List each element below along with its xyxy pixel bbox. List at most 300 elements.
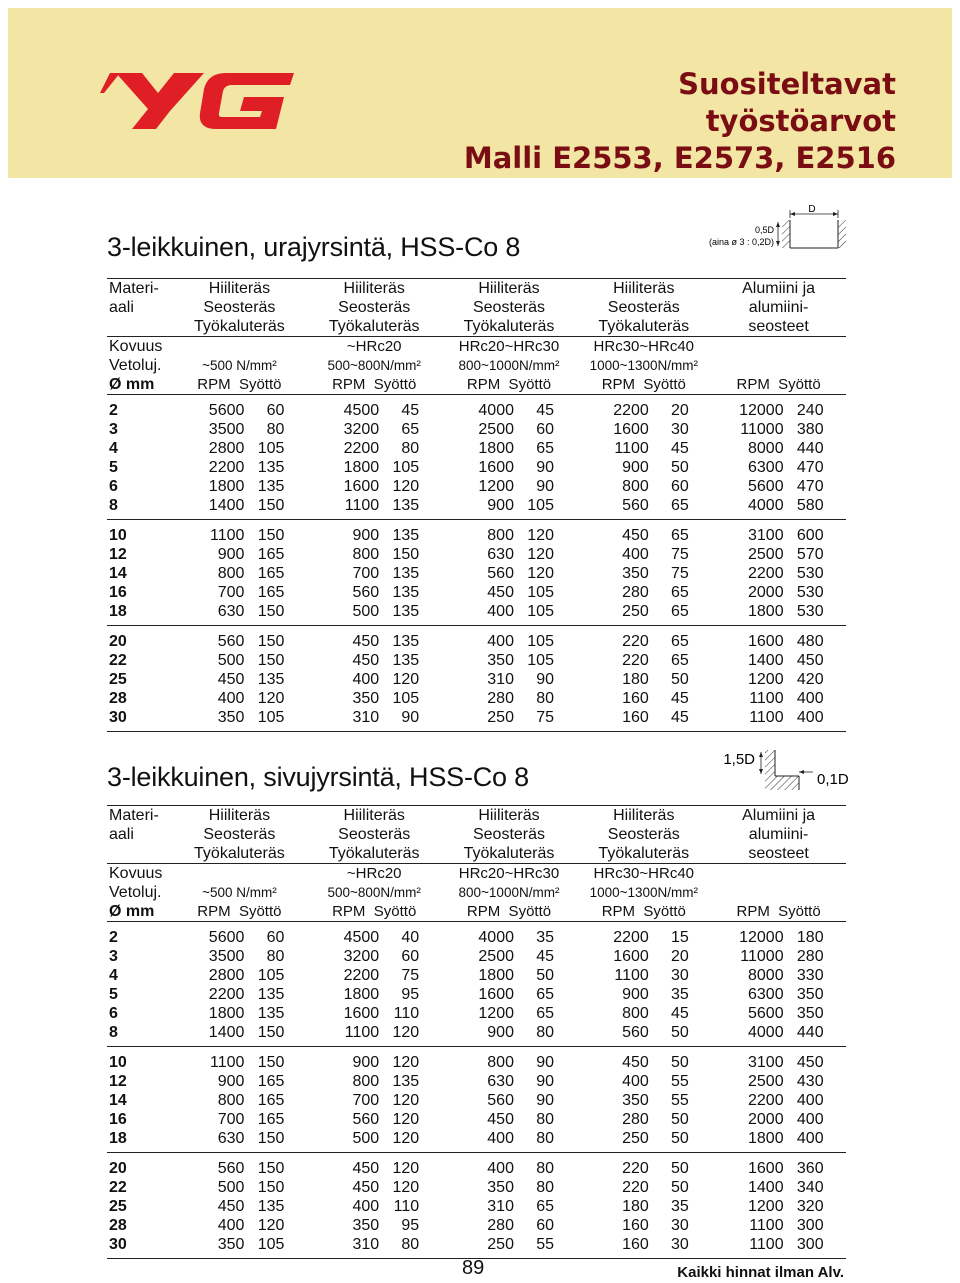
rpm-value: 2200 bbox=[208, 459, 245, 476]
material-name: Hiiliteräs bbox=[478, 807, 540, 824]
material-name: Seosteräs bbox=[472, 826, 546, 843]
value-cell bbox=[442, 1216, 577, 1235]
value-cell bbox=[711, 1110, 846, 1129]
feed-value: 20 bbox=[670, 948, 689, 965]
table-row bbox=[107, 1072, 846, 1091]
diameter-cell: 8 bbox=[107, 496, 172, 520]
hardness-cell bbox=[307, 337, 442, 395]
rpm-value: 450 bbox=[352, 633, 380, 650]
rpm-value: 800 bbox=[622, 1005, 649, 1022]
value-cell bbox=[307, 602, 442, 626]
material-name: Työkaluteräs bbox=[328, 845, 420, 862]
hardness-label-line: Ø mm bbox=[109, 903, 155, 920]
rpm-value: 1100 bbox=[749, 709, 784, 726]
diameter-cell: 2 bbox=[109, 402, 118, 419]
value-cell bbox=[576, 564, 711, 583]
value-cell bbox=[576, 1197, 711, 1216]
rpm-value: 3500 bbox=[208, 948, 245, 965]
rpm-value: 630 bbox=[487, 546, 514, 563]
material-name: Työkaluteräs bbox=[463, 318, 555, 335]
material-label bbox=[107, 806, 172, 864]
rpm-value: 1600 bbox=[343, 1005, 380, 1022]
material-name: Seosteräs bbox=[338, 299, 411, 316]
feed-value: 60 bbox=[401, 948, 420, 965]
rpm-value: 800 bbox=[487, 527, 514, 544]
rpm-value: 2000 bbox=[748, 584, 784, 601]
page-title bbox=[464, 66, 896, 177]
rpm-value: 560 bbox=[352, 1111, 380, 1128]
rpm-value: 630 bbox=[487, 1073, 514, 1090]
value-cell bbox=[172, 477, 307, 496]
diameter-cell: 16 bbox=[109, 584, 127, 601]
hardness-label bbox=[107, 337, 172, 395]
feed-value: 110 bbox=[393, 1198, 420, 1215]
table-row bbox=[107, 966, 846, 985]
value-cell bbox=[711, 564, 846, 583]
rpm-value: 4000 bbox=[478, 929, 514, 946]
feed-value: 120 bbox=[392, 478, 420, 495]
rpm-feed-label: RPM Syöttö bbox=[466, 903, 552, 920]
feed-value: 150 bbox=[257, 1179, 285, 1196]
value-cell bbox=[711, 545, 846, 564]
value-cell bbox=[172, 1091, 307, 1110]
feed-value: 120 bbox=[392, 1179, 420, 1196]
value-cell bbox=[442, 583, 577, 602]
rpm-feed-label: RPM Syöttö bbox=[197, 903, 282, 920]
feed-value: 135 bbox=[392, 652, 420, 669]
value-cell bbox=[307, 1129, 442, 1153]
rpm-value: 500 bbox=[352, 1130, 380, 1147]
value-cell bbox=[172, 651, 307, 670]
feed-value: 65 bbox=[401, 421, 420, 438]
rpm-value: 2800 bbox=[208, 440, 245, 457]
yg-logo bbox=[108, 63, 298, 133]
feed-value: 75 bbox=[401, 967, 420, 984]
diameter-cell: 20 bbox=[109, 1160, 127, 1177]
value-cell bbox=[442, 626, 577, 652]
value-cell bbox=[576, 1023, 711, 1047]
table-row bbox=[107, 670, 846, 689]
rpm-value: 180 bbox=[622, 1198, 649, 1215]
hardness-value: HRc30~HRc40 bbox=[593, 338, 695, 355]
value-cell bbox=[172, 626, 307, 652]
feed-value: 240 bbox=[796, 402, 824, 419]
value-cell bbox=[576, 922, 711, 948]
feed-value: 450 bbox=[796, 1054, 824, 1071]
value-cell bbox=[711, 651, 846, 670]
rpm-value: 1400 bbox=[748, 1179, 784, 1196]
feed-value: 530 bbox=[796, 584, 824, 601]
rpm-value: 11000 bbox=[740, 421, 784, 438]
feed-value: 580 bbox=[796, 497, 824, 514]
tensile-value: ~500 N/mm² bbox=[202, 885, 277, 900]
tensile-value: 1000~1300N/mm² bbox=[589, 885, 698, 900]
feed-value: 80 bbox=[536, 1024, 554, 1041]
rpm-feed-label: RPM Syöttö bbox=[601, 903, 686, 920]
material-header bbox=[711, 279, 846, 337]
feed-value: 120 bbox=[392, 1092, 420, 1109]
diameter-cell: 12 bbox=[109, 1073, 127, 1090]
value-cell bbox=[307, 439, 442, 458]
tensile-value bbox=[711, 883, 846, 902]
feed-value: 65 bbox=[670, 497, 689, 514]
hardness-label-line: Vetoluj. bbox=[109, 884, 162, 901]
value-cell bbox=[576, 1153, 711, 1179]
rpm-value: 450 bbox=[217, 1198, 245, 1215]
material-name: Alumiini ja bbox=[742, 280, 816, 297]
rpm-value: 400 bbox=[487, 1130, 514, 1147]
rpm-value: 450 bbox=[622, 527, 649, 544]
rpm-value: 2000 bbox=[748, 1111, 784, 1128]
value-cell bbox=[442, 602, 577, 626]
value-cell bbox=[576, 689, 711, 708]
rpm-value: 900 bbox=[217, 546, 245, 563]
rpm-value: 450 bbox=[622, 1054, 649, 1071]
value-cell bbox=[307, 583, 442, 602]
rpm-value: 1600 bbox=[748, 633, 784, 650]
rpm-feed-label: RPM Syöttö bbox=[736, 376, 821, 393]
rpm-value: 400 bbox=[487, 603, 514, 620]
value-cell bbox=[442, 395, 577, 421]
value-cell bbox=[711, 583, 846, 602]
feed-value: 45 bbox=[670, 709, 689, 726]
rpm-value: 280 bbox=[622, 1111, 649, 1128]
feed-value: 150 bbox=[257, 1130, 285, 1147]
rpm-value: 350 bbox=[352, 690, 380, 707]
slot-milling-diagram bbox=[708, 204, 860, 256]
material-name: Seosteräs bbox=[607, 299, 680, 316]
material-name: Työkaluteräs bbox=[598, 318, 690, 335]
value-cell bbox=[576, 1072, 711, 1091]
value-cell bbox=[172, 583, 307, 602]
rpm-value: 2200 bbox=[748, 1092, 784, 1109]
value-cell bbox=[442, 689, 577, 708]
material-header bbox=[172, 806, 307, 864]
value-cell bbox=[442, 651, 577, 670]
feed-value: 165 bbox=[257, 565, 285, 582]
rpm-value: 800 bbox=[352, 546, 380, 563]
rpm-value: 500 bbox=[217, 652, 245, 669]
title-line-1: Suositeltavat bbox=[678, 67, 896, 101]
rpm-value: 12000 bbox=[739, 402, 784, 419]
rpm-value: 450 bbox=[352, 1160, 380, 1177]
rpm-value: 310 bbox=[487, 671, 514, 688]
feed-value: 40 bbox=[401, 929, 420, 946]
feed-value: 30 bbox=[670, 1217, 689, 1234]
rpm-value: 250 bbox=[487, 709, 514, 726]
rpm-value: 630 bbox=[217, 1130, 245, 1147]
value-cell bbox=[442, 458, 577, 477]
table-row bbox=[107, 545, 846, 564]
feed-value: 380 bbox=[796, 421, 824, 438]
rpm-value: 630 bbox=[217, 603, 245, 620]
table-row bbox=[107, 520, 846, 546]
rpm-value: 800 bbox=[217, 1092, 245, 1109]
rpm-value: 4000 bbox=[748, 497, 784, 514]
rpm-value: 1200 bbox=[478, 478, 514, 495]
value-cell bbox=[307, 496, 442, 520]
feed-value: 80 bbox=[536, 1111, 554, 1128]
value-cell bbox=[576, 1216, 711, 1235]
value-cell bbox=[442, 1004, 577, 1023]
value-cell bbox=[307, 458, 442, 477]
value-cell bbox=[576, 1091, 711, 1110]
rpm-value: 1100 bbox=[749, 1236, 784, 1253]
feed-value: 35 bbox=[670, 986, 689, 1003]
hardness-value bbox=[172, 337, 307, 356]
rpm-value: 6300 bbox=[748, 459, 784, 476]
feed-value: 55 bbox=[670, 1073, 689, 1090]
material-name: seosteet bbox=[748, 318, 809, 335]
rpm-value: 1200 bbox=[748, 1198, 784, 1215]
rpm-value: 500 bbox=[352, 603, 380, 620]
section-title: 3-leikkuinen, urajyrsintä, HSS-Co 8 bbox=[107, 232, 521, 262]
value-cell bbox=[172, 689, 307, 708]
value-cell bbox=[307, 1216, 442, 1235]
rpm-value: 160 bbox=[622, 1217, 649, 1234]
feed-value: 80 bbox=[401, 1236, 420, 1253]
value-cell bbox=[172, 1129, 307, 1153]
hardness-label-line: Ø mm bbox=[109, 376, 155, 393]
feed-value: 135 bbox=[257, 478, 285, 495]
material-header-row bbox=[107, 279, 846, 337]
table-row bbox=[107, 1235, 846, 1259]
table-row bbox=[107, 583, 846, 602]
value-cell bbox=[172, 420, 307, 439]
value-cell bbox=[172, 1047, 307, 1073]
material-header bbox=[307, 806, 442, 864]
depth-label-2: 1,5D bbox=[723, 751, 755, 768]
feed-value: 55 bbox=[670, 1092, 689, 1109]
value-cell bbox=[307, 922, 442, 948]
hardness-cell bbox=[711, 864, 846, 922]
feed-value: 400 bbox=[796, 690, 824, 707]
hardness-value bbox=[711, 337, 846, 356]
value-cell bbox=[711, 395, 846, 421]
feed-value: 350 bbox=[796, 986, 824, 1003]
feed-value: 65 bbox=[670, 652, 689, 669]
rpm-value: 5600 bbox=[748, 1005, 784, 1022]
feed-value: 150 bbox=[257, 633, 285, 650]
rpm-value: 11000 bbox=[740, 948, 784, 965]
material-name: Seosteräs bbox=[203, 826, 276, 843]
tensile-value: 800~1000N/mm² bbox=[458, 885, 560, 900]
value-cell bbox=[307, 1047, 442, 1073]
rpm-value: 900 bbox=[487, 497, 514, 514]
feed-value: 120 bbox=[527, 546, 554, 563]
feed-value: 340 bbox=[796, 1179, 824, 1196]
rpm-value: 220 bbox=[622, 633, 649, 650]
hardness-label-line: Kovuus bbox=[109, 338, 163, 355]
rpm-value: 800 bbox=[352, 1073, 380, 1090]
rpm-value: 400 bbox=[352, 671, 380, 688]
feed-value: 65 bbox=[536, 440, 554, 457]
value-cell bbox=[172, 458, 307, 477]
table-row bbox=[107, 439, 846, 458]
rpm-value: 1100 bbox=[614, 967, 649, 984]
tensile-value bbox=[711, 356, 846, 375]
rpm-value: 400 bbox=[487, 633, 514, 650]
rpm-value: 1200 bbox=[748, 671, 784, 688]
value-cell bbox=[442, 947, 577, 966]
value-cell bbox=[307, 1091, 442, 1110]
rpm-value: 160 bbox=[622, 690, 649, 707]
value-cell bbox=[442, 922, 577, 948]
rpm-feed-label: RPM Syöttö bbox=[197, 376, 282, 393]
rpm-value: 2500 bbox=[748, 546, 784, 563]
rpm-value: 3100 bbox=[748, 527, 784, 544]
rpm-value: 220 bbox=[622, 1160, 649, 1177]
value-cell bbox=[711, 1235, 846, 1259]
rpm-value: 900 bbox=[622, 986, 649, 1003]
value-cell bbox=[172, 922, 307, 948]
feed-value: 320 bbox=[796, 1198, 824, 1215]
rpm-value: 1100 bbox=[209, 527, 245, 544]
rpm-value: 900 bbox=[352, 527, 380, 544]
depth-note: (aina ø 3 : 0,2D) bbox=[708, 237, 774, 247]
value-cell bbox=[576, 626, 711, 652]
rpm-value: 1100 bbox=[749, 690, 784, 707]
d-label: D bbox=[808, 204, 816, 215]
feed-value: 105 bbox=[527, 652, 554, 669]
table-row bbox=[107, 496, 846, 520]
feed-value: 105 bbox=[392, 690, 420, 707]
rpm-value: 250 bbox=[487, 1236, 514, 1253]
rpm-value: 4000 bbox=[478, 402, 514, 419]
material-label bbox=[107, 279, 172, 337]
feed-value: 80 bbox=[401, 440, 420, 457]
value-cell bbox=[307, 420, 442, 439]
rpm-value: 220 bbox=[622, 1179, 649, 1196]
feed-value: 60 bbox=[536, 1217, 554, 1234]
value-cell bbox=[576, 1004, 711, 1023]
feed-value: 135 bbox=[257, 459, 285, 476]
rpm-value: 450 bbox=[352, 1179, 380, 1196]
value-cell bbox=[172, 1072, 307, 1091]
feed-value: 80 bbox=[266, 948, 285, 965]
header-band bbox=[8, 8, 952, 178]
feed-value: 135 bbox=[257, 1198, 285, 1215]
feed-value: 50 bbox=[536, 967, 554, 984]
rpm-value: 180 bbox=[622, 671, 649, 688]
value-cell bbox=[172, 564, 307, 583]
rpm-value: 1400 bbox=[208, 1024, 245, 1041]
table-row bbox=[107, 1110, 846, 1129]
feed-value: 120 bbox=[392, 1130, 420, 1147]
material-label-line: Materi- bbox=[109, 280, 159, 297]
title-line-2: työstöarvot bbox=[705, 104, 896, 138]
feed-value: 105 bbox=[527, 584, 554, 601]
material-name: Hiiliteräs bbox=[208, 280, 271, 297]
value-cell bbox=[172, 966, 307, 985]
material-name: Hiiliteräs bbox=[208, 807, 271, 824]
value-cell bbox=[711, 420, 846, 439]
diameter-cell: 5 bbox=[109, 459, 118, 476]
feed-value: 105 bbox=[257, 709, 285, 726]
rpm-value: 310 bbox=[487, 1198, 514, 1215]
rpm-value: 250 bbox=[622, 1130, 649, 1147]
value-cell bbox=[172, 1197, 307, 1216]
table-row bbox=[107, 1197, 846, 1216]
feed-value: 45 bbox=[670, 690, 689, 707]
diameter-cell: 4 bbox=[109, 440, 118, 457]
table-row bbox=[107, 947, 846, 966]
rpm-value: 4000 bbox=[748, 1024, 784, 1041]
value-cell bbox=[442, 708, 577, 732]
value-cell bbox=[576, 708, 711, 732]
material-label-line: Materi- bbox=[109, 807, 159, 824]
hardness-value: HRc20~HRc30 bbox=[458, 865, 560, 882]
feed-value: 150 bbox=[257, 652, 285, 669]
rpm-value: 1600 bbox=[478, 459, 514, 476]
rpm-value: 1800 bbox=[208, 1005, 245, 1022]
feed-value: 440 bbox=[796, 1024, 824, 1041]
feed-value: 530 bbox=[796, 565, 824, 582]
rpm-value: 280 bbox=[487, 690, 514, 707]
feed-value: 60 bbox=[266, 929, 285, 946]
rpm-value: 3500 bbox=[208, 421, 245, 438]
rpm-feed-label: RPM Syöttö bbox=[736, 903, 821, 920]
rpm-value: 450 bbox=[352, 652, 380, 669]
material-header bbox=[576, 806, 711, 864]
rpm-value: 350 bbox=[217, 709, 245, 726]
rpm-value: 500 bbox=[217, 1179, 245, 1196]
value-cell bbox=[711, 1004, 846, 1023]
rpm-value: 350 bbox=[352, 1217, 380, 1234]
feed-value: 45 bbox=[536, 402, 554, 419]
feed-value: 65 bbox=[536, 1005, 554, 1022]
value-cell bbox=[442, 1047, 577, 1073]
feed-value: 65 bbox=[670, 584, 689, 601]
diameter-cell: 6 bbox=[109, 1005, 118, 1022]
material-name: Seosteräs bbox=[203, 299, 276, 316]
value-cell bbox=[307, 1178, 442, 1197]
cutting-data-table bbox=[107, 278, 846, 732]
value-cell bbox=[172, 545, 307, 564]
feed-value: 120 bbox=[392, 1054, 420, 1071]
rpm-value: 2200 bbox=[613, 929, 649, 946]
diameter-cell: 18 bbox=[107, 602, 172, 626]
feed-value: 60 bbox=[536, 421, 554, 438]
diameter-cell: 8 bbox=[107, 1023, 172, 1047]
value-cell bbox=[576, 496, 711, 520]
feed-value: 45 bbox=[670, 1005, 689, 1022]
table-row bbox=[107, 420, 846, 439]
value-cell bbox=[711, 1197, 846, 1216]
rpm-value: 350 bbox=[487, 1179, 514, 1196]
value-cell bbox=[576, 670, 711, 689]
table-row bbox=[107, 689, 846, 708]
rpm-value: 700 bbox=[217, 1111, 245, 1128]
value-cell bbox=[442, 1129, 577, 1153]
feed-value: 135 bbox=[392, 497, 420, 514]
feed-value: 50 bbox=[670, 1179, 689, 1196]
value-cell bbox=[576, 966, 711, 985]
material-name: Seosteräs bbox=[338, 826, 411, 843]
value-cell bbox=[172, 602, 307, 626]
width-label: 0,1D bbox=[817, 771, 849, 788]
diameter-cell: 3 bbox=[109, 948, 118, 965]
hardness-label bbox=[107, 864, 172, 922]
hardness-cell bbox=[576, 337, 711, 395]
rpm-value: 1600 bbox=[613, 421, 649, 438]
feed-value: 90 bbox=[536, 671, 554, 688]
table-row bbox=[107, 1153, 846, 1179]
feed-value: 135 bbox=[392, 584, 420, 601]
value-cell bbox=[576, 1178, 711, 1197]
rpm-value: 6300 bbox=[748, 986, 784, 1003]
diameter-cell: 25 bbox=[109, 1198, 127, 1215]
